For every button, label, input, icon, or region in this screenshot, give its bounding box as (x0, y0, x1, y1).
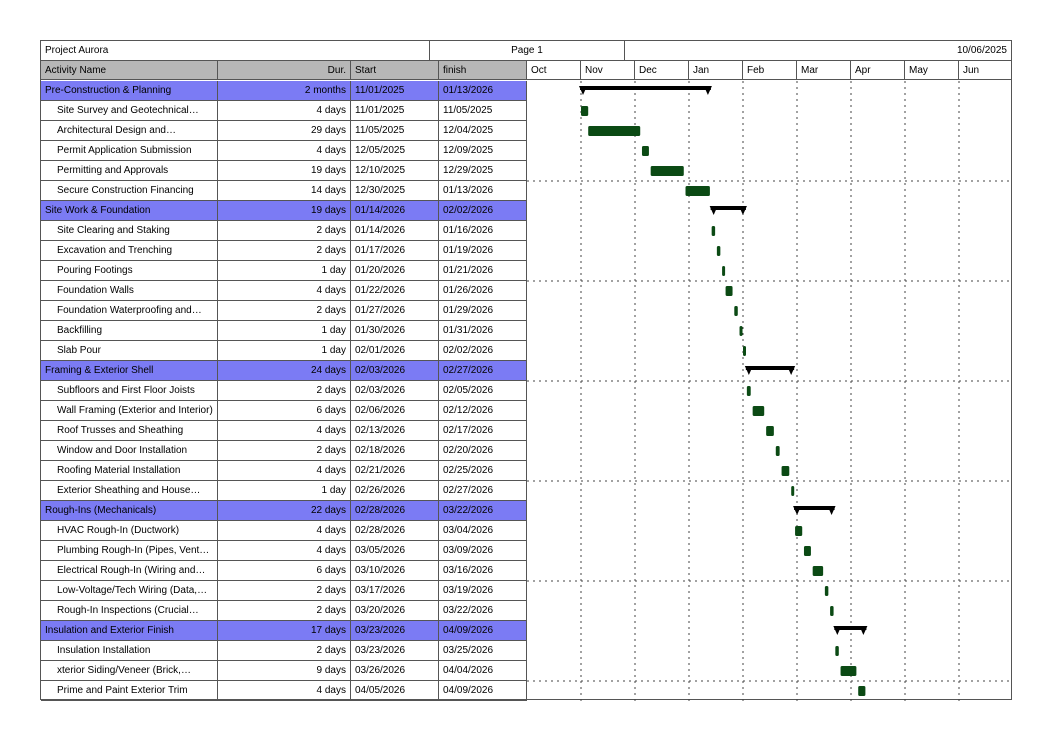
task-bar (858, 686, 865, 696)
finish-date-cell: 02/02/2026 (439, 341, 527, 361)
start-date-cell: 01/27/2026 (351, 301, 439, 321)
table-row[interactable] (41, 561, 527, 581)
print-date: 10/06/2025 (956, 45, 1007, 56)
col-duration[interactable]: Dur. (218, 61, 351, 80)
activity-name-cell: Slab Pour (41, 341, 218, 361)
duration-cell: 6 days (218, 401, 351, 421)
summary-bar-end-cap (787, 366, 795, 375)
task-bar (791, 486, 794, 496)
table-row[interactable] (41, 341, 527, 361)
table-row[interactable] (41, 401, 527, 421)
duration-cell: 2 days (218, 641, 351, 661)
start-date-cell: 02/06/2026 (351, 401, 439, 421)
duration-cell: 1 day (218, 341, 351, 361)
finish-date-cell: 03/22/2026 (439, 601, 527, 621)
table-row[interactable] (41, 141, 527, 161)
finish-date-cell: 02/05/2026 (439, 381, 527, 401)
activity-name-cell: Wall Framing (Exterior and Interior) (41, 401, 218, 421)
col-finish[interactable]: finish (439, 61, 527, 80)
summary-bar-end-cap (828, 506, 836, 515)
duration-cell: 4 days (218, 101, 351, 121)
month-header-oct: Oct (527, 61, 581, 80)
task-bar (588, 126, 640, 136)
finish-date-cell: 01/31/2026 (439, 321, 527, 341)
activity-name-cell: Permitting and Approvals (41, 161, 218, 181)
activity-name-cell: Pre-Construction & Planning (41, 81, 218, 101)
start-date-cell: 02/01/2026 (351, 341, 439, 361)
start-date-cell: 01/30/2026 (351, 321, 439, 341)
table-row[interactable] (41, 661, 527, 681)
finish-date-cell: 02/12/2026 (439, 401, 527, 421)
activity-name-cell: Architectural Design and… (41, 121, 218, 141)
task-bar (813, 566, 823, 576)
start-date-cell: 02/03/2026 (351, 381, 439, 401)
start-date-cell: 02/28/2026 (351, 521, 439, 541)
activity-name-cell: Roof Trusses and Sheathing (41, 421, 218, 441)
task-bar (740, 326, 743, 336)
table-row[interactable] (41, 481, 527, 501)
table-row[interactable] (41, 181, 527, 201)
table-row[interactable] (41, 541, 527, 561)
start-date-cell: 03/26/2026 (351, 661, 439, 681)
month-header-dec: Dec (635, 61, 689, 80)
col-activity-name[interactable]: Activity Name (41, 61, 218, 80)
task-bar (734, 306, 737, 316)
finish-date-cell: 01/13/2026 (439, 181, 527, 201)
month-header-mar: Mar (797, 61, 851, 80)
activity-name-cell: HVAC Rough-In (Ductwork) (41, 521, 218, 541)
duration-cell: 2 days (218, 381, 351, 401)
duration-cell: 4 days (218, 681, 351, 701)
summary-bar (746, 366, 794, 370)
task-bar (825, 586, 828, 596)
activity-name-cell: Prime and Paint Exterior Trim (41, 681, 218, 701)
duration-cell: 9 days (218, 661, 351, 681)
summary-bar-start-cap (793, 506, 801, 515)
activity-name-cell: Foundation Walls (41, 281, 218, 301)
activity-name-cell: Excavation and Trenching (41, 241, 218, 261)
duration-cell: 1 day (218, 321, 351, 341)
start-date-cell: 12/05/2025 (351, 141, 439, 161)
activity-name-cell: Rough-Ins (Mechanicals) (41, 501, 218, 521)
activity-name-cell: Site Survey and Geotechnical… (41, 101, 218, 121)
month-header-jun: Jun (959, 61, 1011, 80)
finish-date-cell: 01/16/2026 (439, 221, 527, 241)
activity-name-cell: Exterior Sheathing and House… (41, 481, 218, 501)
task-bar (841, 666, 857, 676)
summary-bar-start-cap (833, 626, 841, 635)
table-row[interactable] (41, 221, 527, 241)
col-start[interactable]: Start (351, 61, 439, 80)
finish-date-cell: 02/20/2026 (439, 441, 527, 461)
finish-date-cell: 02/02/2026 (439, 201, 527, 221)
task-bar (651, 166, 684, 176)
activity-name-cell: Rough-In Inspections (Crucial… (41, 601, 218, 621)
summary-bar-start-cap (745, 366, 753, 375)
summary-row[interactable] (41, 501, 527, 521)
table-row[interactable] (41, 641, 527, 661)
finish-date-cell: 04/04/2026 (439, 661, 527, 681)
finish-date-cell: 02/27/2026 (439, 481, 527, 501)
summary-bar-end-cap (739, 206, 747, 215)
activity-name-cell: Permit Application Submission (41, 141, 218, 161)
start-date-cell: 11/01/2025 (351, 81, 439, 101)
activity-name-cell: Site Work & Foundation (41, 201, 218, 221)
start-date-cell: 02/28/2026 (351, 501, 439, 521)
page-number: Page 1 (430, 41, 625, 60)
task-bar (776, 446, 780, 456)
duration-cell: 1 day (218, 261, 351, 281)
table-row[interactable] (41, 301, 527, 321)
task-bar (722, 266, 725, 276)
summary-row[interactable] (41, 621, 527, 641)
duration-cell: 2 days (218, 301, 351, 321)
task-bar (804, 546, 811, 556)
table-row[interactable] (41, 381, 527, 401)
finish-date-cell: 02/25/2026 (439, 461, 527, 481)
task-bar (766, 426, 774, 436)
start-date-cell: 03/20/2026 (351, 601, 439, 621)
finish-date-cell: 03/16/2026 (439, 561, 527, 581)
duration-cell: 4 days (218, 521, 351, 541)
task-bar (795, 526, 802, 536)
finish-date-cell: 02/27/2026 (439, 361, 527, 381)
duration-cell: 4 days (218, 421, 351, 441)
summary-bar-start-cap (710, 206, 718, 215)
finish-date-cell: 03/04/2026 (439, 521, 527, 541)
start-date-cell: 02/18/2026 (351, 441, 439, 461)
activity-name-cell: Site Clearing and Staking (41, 221, 218, 241)
task-bar (712, 226, 715, 236)
start-date-cell: 01/14/2026 (351, 221, 439, 241)
duration-cell: 2 days (218, 441, 351, 461)
finish-date-cell: 01/29/2026 (439, 301, 527, 321)
task-bar (581, 106, 588, 116)
duration-cell: 2 days (218, 601, 351, 621)
duration-cell: 24 days (218, 361, 351, 381)
finish-date-cell: 12/29/2025 (439, 161, 527, 181)
activity-name-cell: Roofing Material Installation (41, 461, 218, 481)
finish-date-cell: 04/09/2026 (439, 621, 527, 641)
table-row[interactable] (41, 461, 527, 481)
start-date-cell: 02/03/2026 (351, 361, 439, 381)
table-row[interactable] (41, 321, 527, 341)
start-date-cell: 03/10/2026 (351, 561, 439, 581)
task-bar (726, 286, 733, 296)
task-bar (747, 386, 751, 396)
summary-bar-start-cap (579, 86, 587, 95)
summary-bar (580, 86, 711, 90)
month-header-apr: Apr (851, 61, 905, 80)
start-date-cell: 01/20/2026 (351, 261, 439, 281)
table-row[interactable] (41, 121, 527, 141)
month-header-may: May (905, 61, 959, 80)
task-bar (686, 186, 710, 196)
duration-cell: 4 days (218, 281, 351, 301)
task-bar (743, 346, 746, 356)
start-date-cell: 01/22/2026 (351, 281, 439, 301)
activity-name-cell: Window and Door Installation (41, 441, 218, 461)
summary-row[interactable] (41, 201, 527, 221)
start-date-cell: 02/13/2026 (351, 421, 439, 441)
month-header-jan: Jan (689, 61, 743, 80)
finish-date-cell: 11/05/2025 (439, 101, 527, 121)
activity-name-cell: Insulation and Exterior Finish (41, 621, 218, 641)
duration-cell: 19 days (218, 161, 351, 181)
month-header-nov: Nov (581, 61, 635, 80)
duration-cell: 14 days (218, 181, 351, 201)
task-bar (753, 406, 765, 416)
start-date-cell: 11/05/2025 (351, 121, 439, 141)
start-date-cell: 02/21/2026 (351, 461, 439, 481)
activity-name-cell: Electrical Rough-In (Wiring and… (41, 561, 218, 581)
summary-row[interactable] (41, 81, 527, 101)
table-row[interactable] (41, 241, 527, 261)
summary-bar-end-cap (859, 626, 867, 635)
activity-name-cell: Foundation Waterproofing and… (41, 301, 218, 321)
finish-date-cell: 04/09/2026 (439, 681, 527, 701)
activity-name-cell: Plumbing Rough-In (Pipes, Vent… (41, 541, 218, 561)
activity-name-cell: Pouring Footings (41, 261, 218, 281)
table-row[interactable] (41, 161, 527, 181)
table-row[interactable] (41, 261, 527, 281)
duration-cell: 6 days (218, 561, 351, 581)
duration-cell: 29 days (218, 121, 351, 141)
task-bar (717, 246, 720, 256)
activity-name-cell: Low-Voltage/Tech Wiring (Data,… (41, 581, 218, 601)
summary-row[interactable] (41, 361, 527, 381)
start-date-cell: 02/26/2026 (351, 481, 439, 501)
duration-cell: 22 days (218, 501, 351, 521)
finish-date-cell: 12/04/2025 (439, 121, 527, 141)
duration-cell: 4 days (218, 461, 351, 481)
table-row[interactable] (41, 101, 527, 121)
table-row[interactable] (41, 421, 527, 441)
duration-cell: 2 months (218, 81, 351, 101)
activity-name-cell: Framing & Exterior Shell (41, 361, 218, 381)
table-row[interactable] (41, 281, 527, 301)
activity-name-cell: Subfloors and First Floor Joists (41, 381, 218, 401)
finish-date-cell: 03/19/2026 (439, 581, 527, 601)
start-date-cell: 03/23/2026 (351, 621, 439, 641)
duration-cell: 19 days (218, 201, 351, 221)
table-row[interactable] (41, 601, 527, 621)
activity-name-cell: xterior Siding/Veneer (Brick,… (41, 661, 218, 681)
activity-name-cell: Secure Construction Financing (41, 181, 218, 201)
table-row[interactable] (41, 681, 527, 701)
duration-cell: 4 days (218, 141, 351, 161)
activity-name-cell: Backfilling (41, 321, 218, 341)
duration-cell: 17 days (218, 621, 351, 641)
task-bar (642, 146, 649, 156)
start-date-cell: 11/01/2025 (351, 101, 439, 121)
start-date-cell: 12/10/2025 (351, 161, 439, 181)
page-header-bar (41, 41, 1011, 61)
finish-date-cell: 12/09/2025 (439, 141, 527, 161)
task-bar (830, 606, 833, 616)
start-date-cell: 12/30/2025 (351, 181, 439, 201)
start-date-cell: 04/05/2026 (351, 681, 439, 701)
summary-bar-end-cap (704, 86, 712, 95)
activity-name-cell: Insulation Installation (41, 641, 218, 661)
gantt-chart (527, 81, 1011, 701)
duration-cell: 2 days (218, 581, 351, 601)
task-bar (782, 466, 790, 476)
start-date-cell: 01/14/2026 (351, 201, 439, 221)
gantt-sheet (40, 40, 1012, 700)
finish-date-cell: 03/09/2026 (439, 541, 527, 561)
start-date-cell: 03/23/2026 (351, 641, 439, 661)
finish-date-cell: 03/22/2026 (439, 501, 527, 521)
task-bar (835, 646, 838, 656)
duration-cell: 4 days (218, 541, 351, 561)
start-date-cell: 03/17/2026 (351, 581, 439, 601)
project-title: Project Aurora (41, 41, 430, 60)
table-row[interactable] (41, 581, 527, 601)
duration-cell: 2 days (218, 221, 351, 241)
duration-cell: 2 days (218, 241, 351, 261)
month-header-feb: Feb (743, 61, 797, 80)
finish-date-cell: 02/17/2026 (439, 421, 527, 441)
finish-date-cell: 01/21/2026 (439, 261, 527, 281)
table-row[interactable] (41, 521, 527, 541)
duration-cell: 1 day (218, 481, 351, 501)
start-date-cell: 03/05/2026 (351, 541, 439, 561)
finish-date-cell: 03/25/2026 (439, 641, 527, 661)
finish-date-cell: 01/26/2026 (439, 281, 527, 301)
finish-date-cell: 01/19/2026 (439, 241, 527, 261)
finish-date-cell: 01/13/2026 (439, 81, 527, 101)
table-row[interactable] (41, 441, 527, 461)
start-date-cell: 01/17/2026 (351, 241, 439, 261)
